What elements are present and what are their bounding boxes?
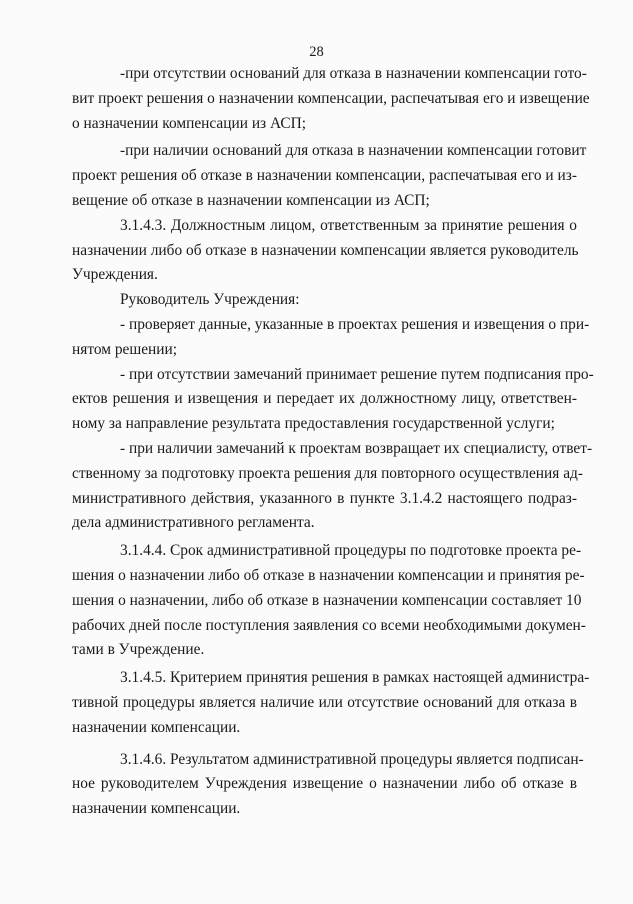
- text-line: ное руководителем Учреждения извещение о назначении либо об отказе в: [72, 775, 577, 793]
- paragraph: [72, 139, 587, 213]
- text-line: - при наличии замечаний к проектам возвращает их специалисту, ответ-: [120, 439, 593, 457]
- paragraph: [72, 539, 586, 663]
- text-line: 3.1.4.4. Срок административной процедуры по подготовке проекта ре-: [120, 542, 582, 560]
- paragraph: [72, 666, 590, 740]
- text-line: рабочих дней после поступления заявления со всеми необходимыми докумен-: [72, 616, 586, 634]
- text-line: 3.1.4.6. Результатом административной процедуры является подписан-: [120, 750, 584, 768]
- text-line: вит проект решения о назначении компенсации, распечатывая его и извещение: [72, 89, 590, 107]
- text-line: шения о назначении либо об отказе в назначении компенсации и принятия ре-: [72, 566, 585, 584]
- text-line: назначении компенсации.: [72, 718, 241, 736]
- text-line: ному за направление результата предоставления государственной услуги;: [72, 415, 555, 433]
- text-line: назначении либо об отказе в назначении компенсации является руководитель: [72, 241, 579, 259]
- text-line: вещение об отказе в назначении компенсации из АСП;: [72, 191, 430, 209]
- text-line: министративного действия, указанного в пункте 3.1.4.2 настоящего подраз-: [72, 489, 577, 507]
- paragraph: [72, 62, 590, 136]
- text-line: назначении компенсации.: [72, 800, 241, 818]
- text-line: - проверяет данные, указанные в проектах решения и извещения о при-: [120, 315, 590, 333]
- page-number: 28: [309, 44, 324, 60]
- text-line: -при наличии оснований для отказа в назначении компенсации готовит: [120, 142, 587, 160]
- text-line: 3.1.4.3. Должностным лицом, ответственным за принятие решения о: [120, 216, 577, 234]
- text-line: тами в Учреждение.: [72, 641, 205, 659]
- text-line: ектов решения и извещения и передает их должностному лицу, ответствен-: [72, 390, 577, 408]
- text-line: шения о назначении, либо об отказе в назначении компенсации составляет 10: [72, 591, 582, 609]
- text-line: 3.1.4.5. Критерием принятия решения в рамках настоящей администра-: [120, 669, 590, 687]
- text-line: нятом решении;: [72, 340, 178, 358]
- text-line: проект решения об отказе в назначении компенсации, распечатывая его и из-: [72, 167, 577, 185]
- text-line: о назначении компенсации из АСП;: [72, 114, 306, 132]
- paragraph: [72, 363, 594, 437]
- paragraph: [72, 313, 590, 363]
- paragraph: [72, 437, 593, 536]
- text-line: ственному за подготовку проекта решения для повторного осуществления ад-: [72, 464, 583, 482]
- text-line: Учреждения.: [72, 266, 158, 284]
- paragraph: [72, 288, 577, 313]
- text-line: тивной процедуры является наличие или отсутствие оснований для отказа в: [72, 693, 577, 711]
- paragraph: [72, 214, 577, 288]
- text-line: Руководитель Учреждения:: [120, 291, 300, 309]
- paragraph: [72, 748, 584, 822]
- text-line: дела административного регламента.: [72, 514, 315, 532]
- text-line: - при отсутствии замечаний принимает решение путем подписания про-: [120, 365, 594, 383]
- document-body: [72, 62, 594, 822]
- text-line: -при отсутствии оснований для отказа в назначении компенсации гото-: [120, 65, 587, 82]
